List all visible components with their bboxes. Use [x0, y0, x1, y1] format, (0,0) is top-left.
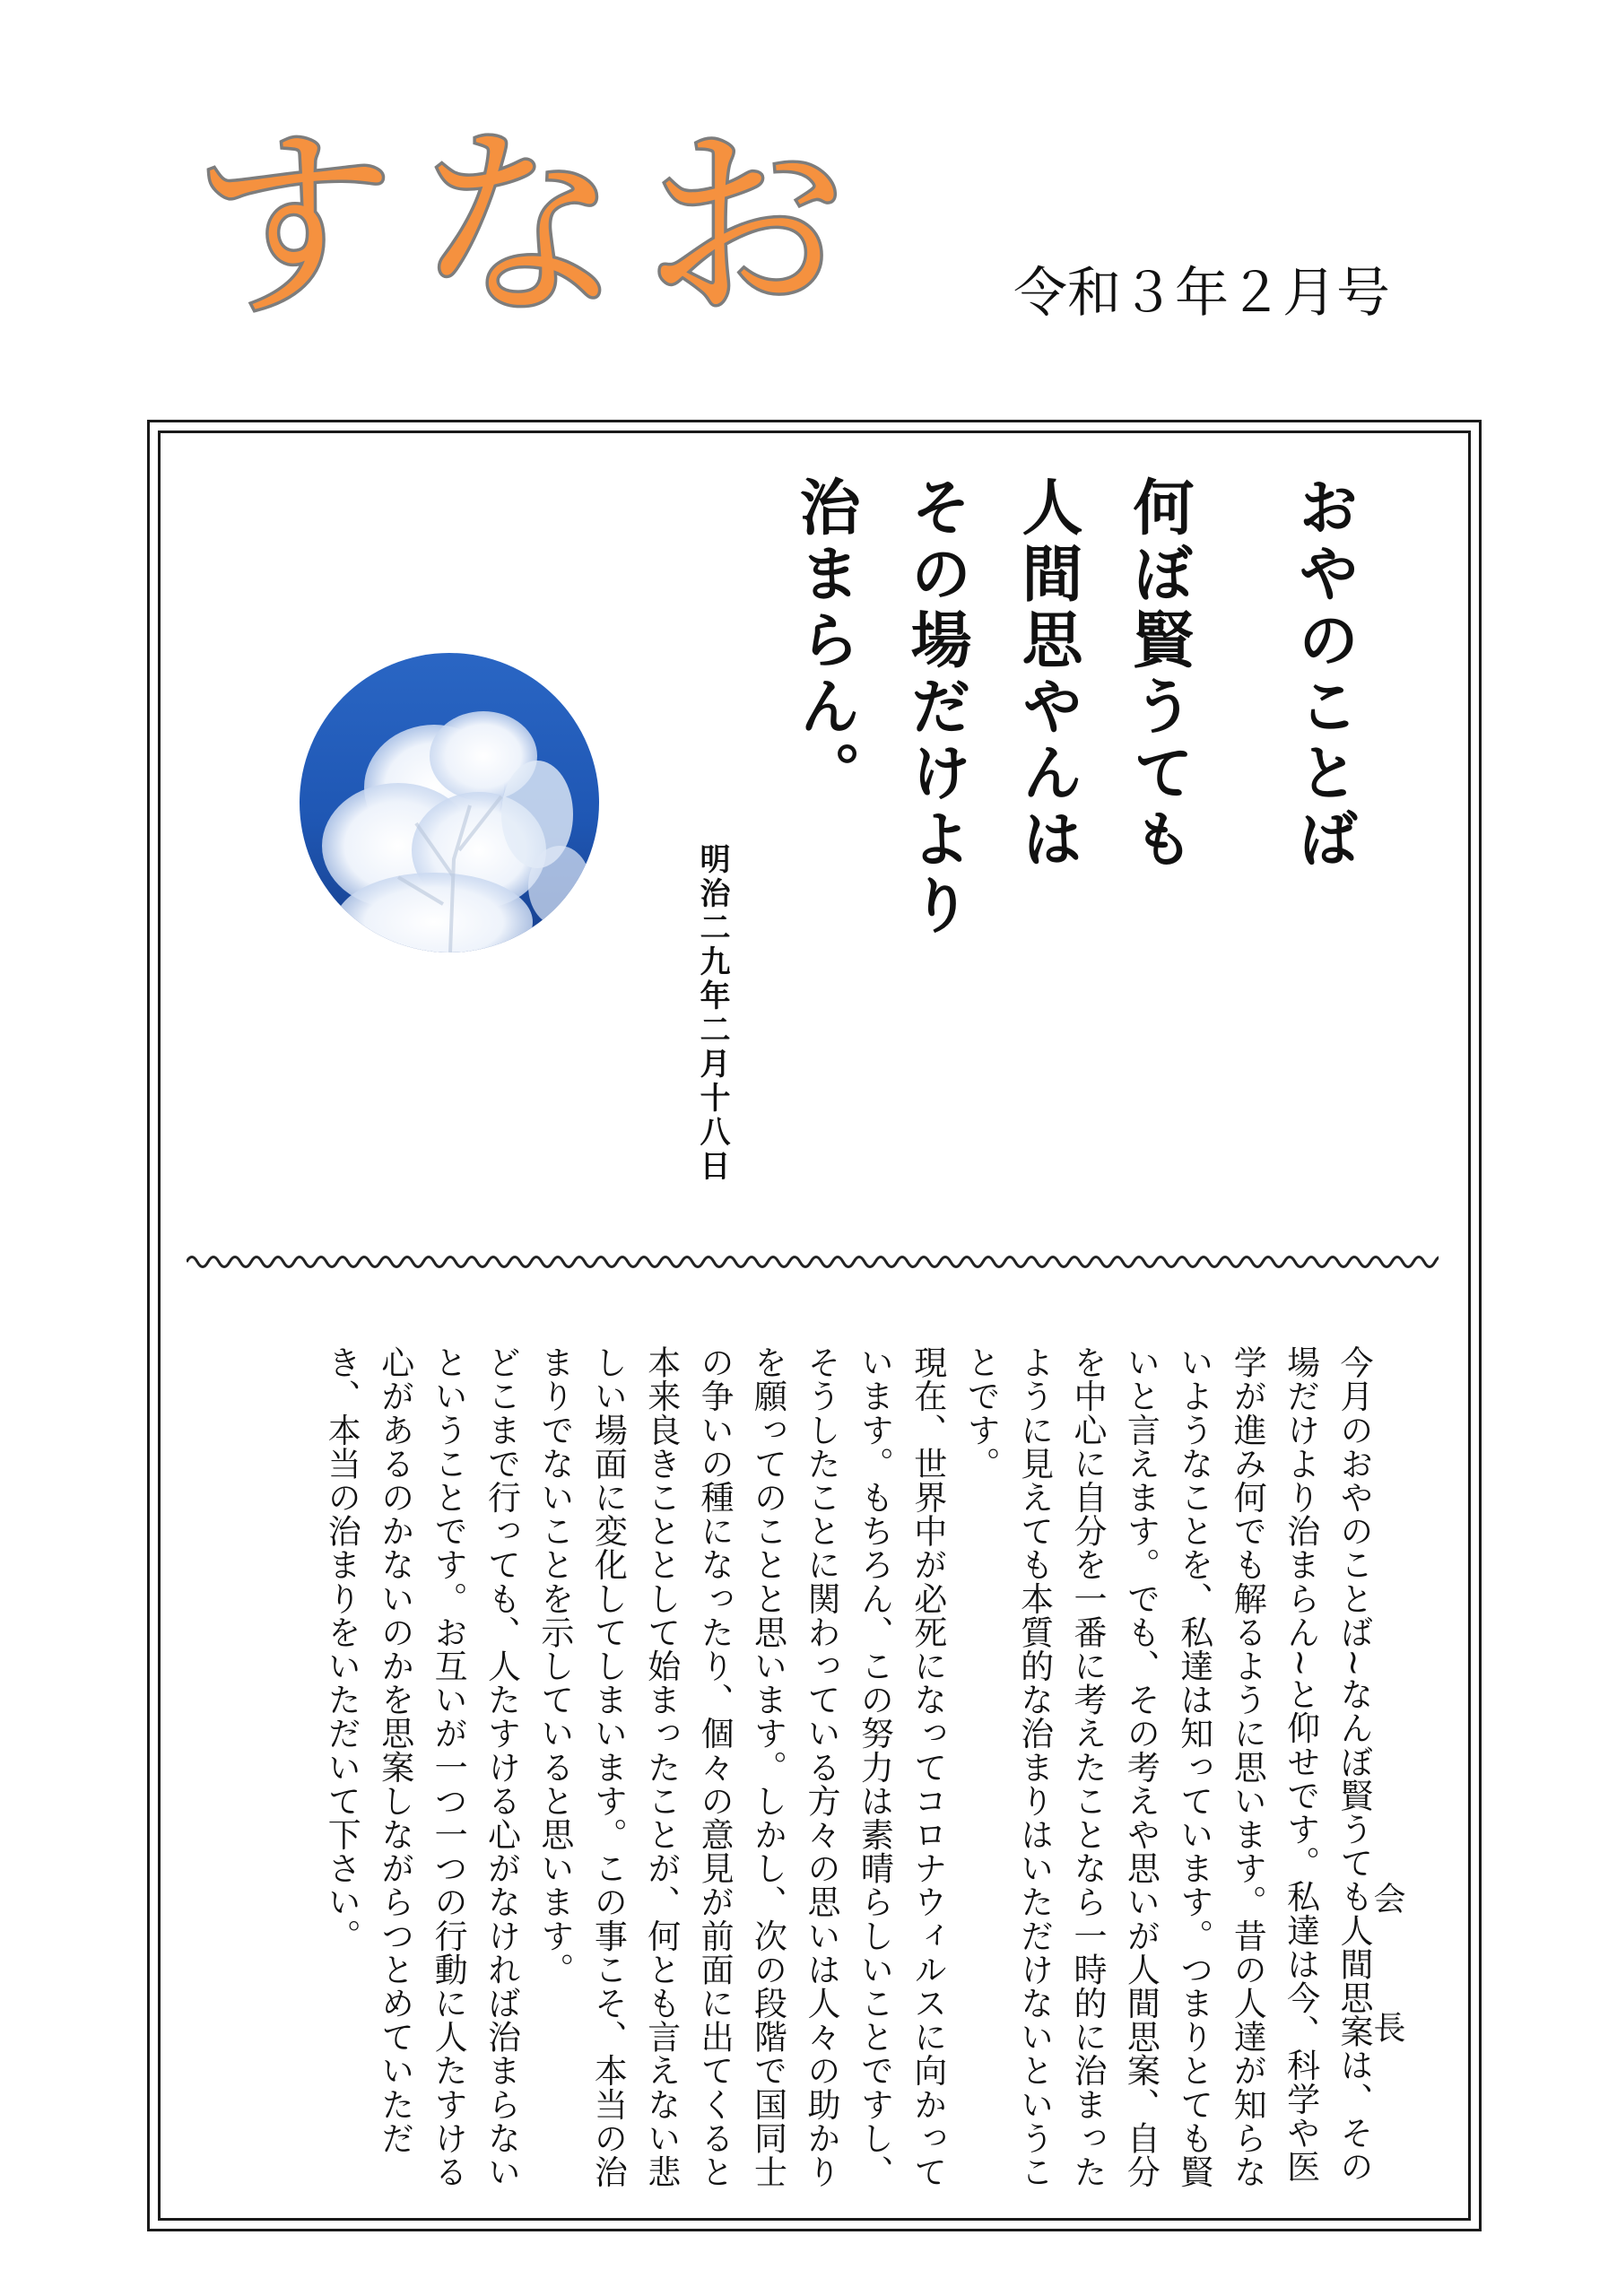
teaching-heading: おやのことば	[1288, 475, 1360, 874]
teaching-line: 人間思やんは	[1012, 475, 1083, 874]
teaching-line: その場だけより	[900, 475, 972, 940]
teaching-line: 治まらん。	[789, 475, 861, 807]
newsletter-title: すなお	[192, 109, 871, 344]
essay-paragraph: どこまで行っても、人たすける心がなければ治まらないということです。お互いが一つ一つの行動に人たすける心があるのかないのかを思案しながらつとめていただき、本当の治まりをいただいて下さい。	[322, 1345, 521, 2188]
teaching-date: 明治二九年二月十八日	[694, 843, 730, 1184]
essay-paragraph: 現在、世界中が必死になってコロナウィルスに向かっています。もちろん、この努力は素晴らしいことですし、そうしたことに関わっている方々の思いは人々の助かりを願ってのことと思います。しかし、次の段階で国同士の争いの種になったり、個々の意見が前面に出てくると本来良きこととして始まったことが、何とも言えない悲しい場面に変化してしまいます。この事こそ、本当の治まりでないことを示していると思います。	[535, 1345, 947, 2188]
essay-author: 会 長	[1369, 1882, 1405, 2075]
essay-paragraph: 今月のおやのことば~なんぼ賢うても人間思案は、その場だけより治まらん~と仰せです。私達は今、科学や医学が進み何でも解るように思います。昔の人達が知らないようなことを、私達は知っています。つまりとても賢いと言えます。でも、その考えや思いが人間思案、自分を中心に自分を一番に考えたことなら一時的に治まったように見えても本質的な治まりはいただけないということです。	[961, 1345, 1373, 2188]
essay-body	[315, 1345, 1380, 2188]
snow-tree-photo	[300, 653, 599, 952]
wavy-divider	[187, 1250, 1439, 1274]
teaching-block	[769, 475, 1379, 1336]
issue-date: 令和３年２月号	[1013, 262, 1390, 325]
teaching-line: 何ぼ賢うても	[1123, 475, 1195, 874]
